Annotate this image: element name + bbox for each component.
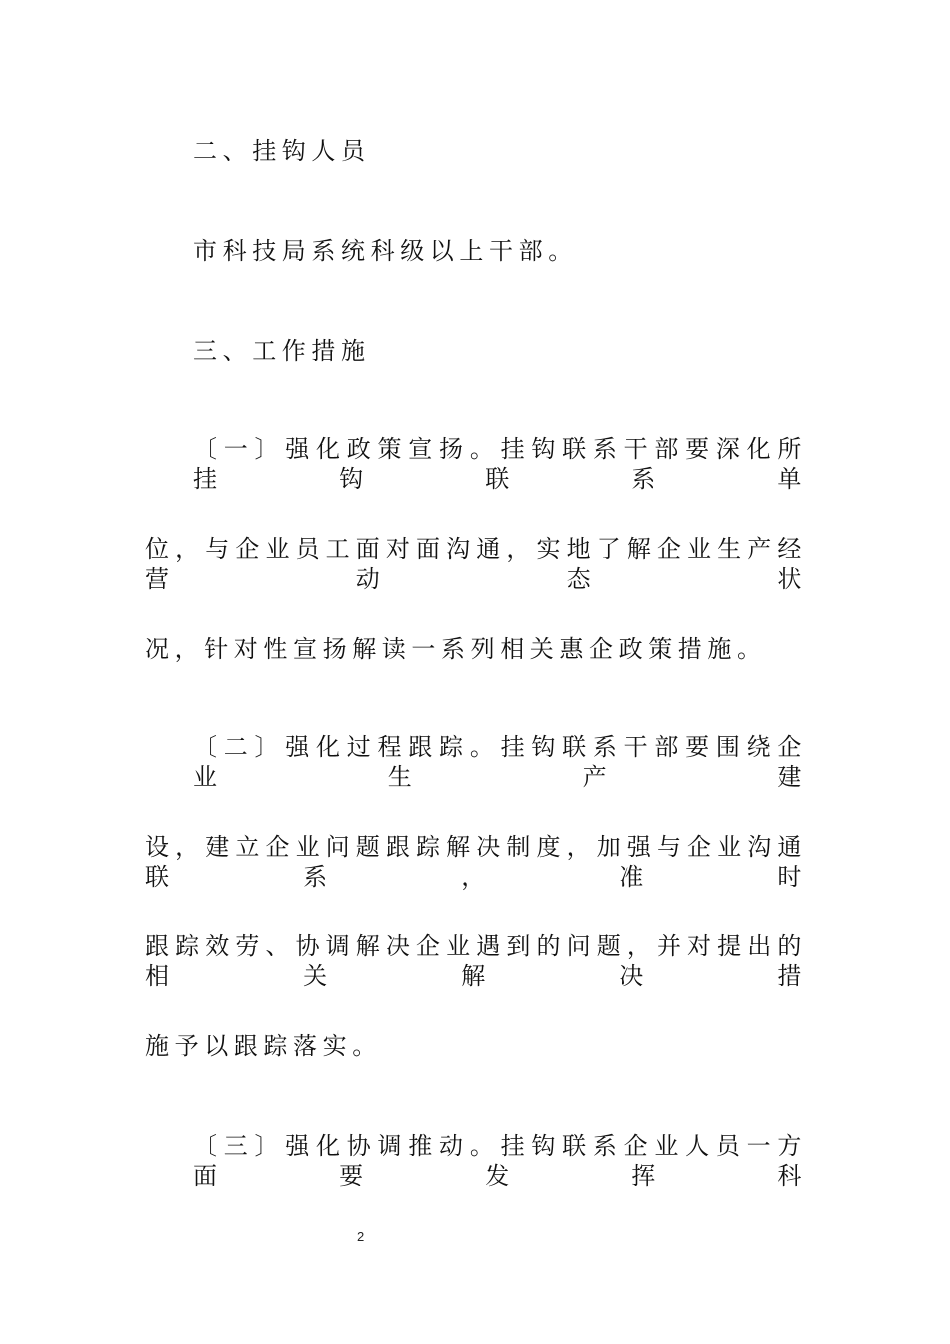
paragraph-line: 施予以跟踪落实。 bbox=[145, 1032, 382, 1060]
paragraph-line: 况，针对性宣扬解读一系列相关惠企政策措施。 bbox=[145, 635, 767, 663]
paragraph-line: 设，建立企业问题跟踪解决制度，加强与企业沟通联系，准时 bbox=[145, 833, 807, 891]
section-heading-personnel: 二、挂钩人员 bbox=[193, 137, 371, 165]
paragraph-line: 跟踪效劳、协调解决企业遇到的问题，并对提出的相关解决措 bbox=[145, 932, 807, 990]
paragraph-line: 〔三〕强化协调推动。挂钩联系企业人员一方面要发挥科 bbox=[193, 1132, 807, 1190]
section-heading-measures: 三、工作措施 bbox=[193, 337, 371, 365]
paragraph-line: 〔二〕强化过程跟踪。挂钩联系干部要围绕企业生产建 bbox=[193, 733, 807, 791]
paragraph-line: 〔一〕强化政策宣扬。挂钩联系干部要深化所挂钩联系单 bbox=[193, 435, 807, 493]
paragraph-line: 市科技局系统科级以上干部。 bbox=[193, 237, 578, 265]
page-number: 2 bbox=[357, 1229, 365, 1244]
paragraph-line: 位，与企业员工面对面沟通，实地了解企业生产经营动态状 bbox=[145, 535, 807, 593]
